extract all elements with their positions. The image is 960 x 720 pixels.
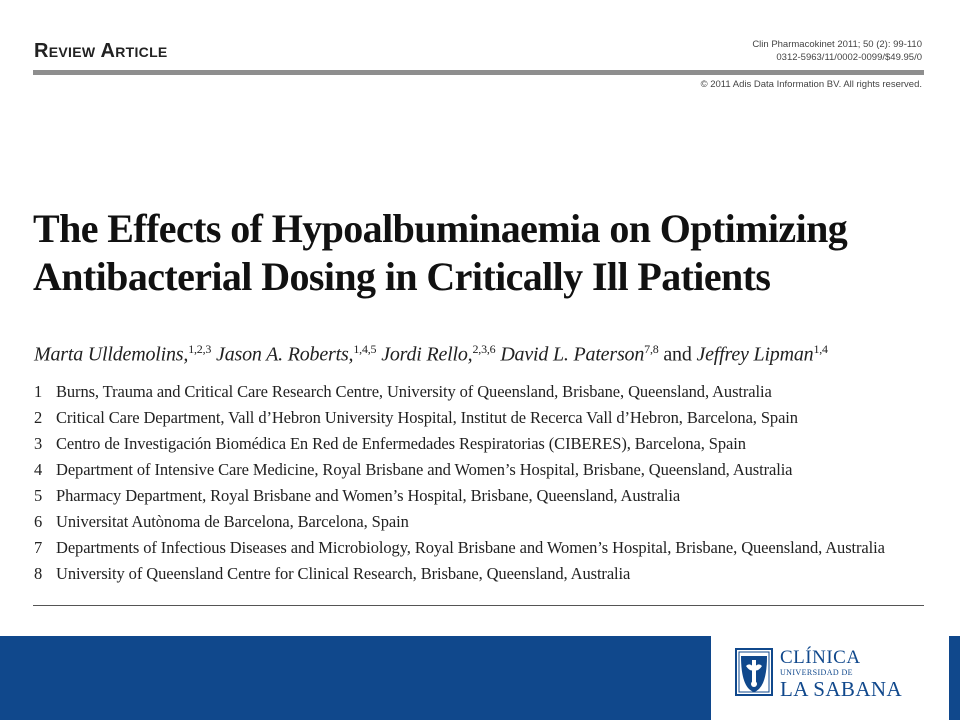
article-title (33, 205, 933, 301)
affiliation-item (34, 512, 924, 538)
clinic-logo (780, 648, 902, 700)
author-conjunction: and (663, 343, 692, 366)
affiliation-item (34, 486, 924, 512)
affiliation-item (34, 382, 924, 408)
copyright-notice: © 2011 Adis Data Information BV. All rights reserved. (700, 79, 922, 90)
title-line-2: Antibacterial Dosing in Critically Ill Patients (33, 254, 771, 299)
affiliation-number: 2 (34, 408, 43, 427)
affiliation-item (34, 460, 924, 486)
author-name: David L. Paterson (500, 343, 645, 366)
author-affiliation-marker: 7,8 (644, 342, 659, 356)
logo-line-3: LA SABANA (780, 677, 903, 701)
author-affiliation-marker: 1,4 (813, 342, 828, 356)
author-name: Jeffrey Lipman (696, 343, 814, 366)
citation-line-1: Clin Pharmacokinet 2011; 50 (2): 99-110 (752, 39, 922, 50)
author-name: Marta Ulldemolins, (34, 343, 189, 366)
author-affiliation-marker: 2,3,6 (472, 342, 496, 356)
section-label: Review Article (34, 40, 168, 62)
affiliation-number: 8 (34, 564, 43, 583)
affiliation-number: 5 (34, 486, 43, 505)
journal-citation (752, 38, 922, 64)
affiliation-text: Pharmacy Department, Royal Brisbane and Women’s Hospital, Brisbane, Queensland, Australia (56, 486, 681, 505)
affiliation-item (34, 434, 924, 460)
affiliation-number: 3 (34, 434, 43, 453)
affiliation-number: 6 (34, 512, 43, 531)
affiliation-text: Departments of Infectious Diseases and Microbiology, Royal Brisbane and Women’s Hospital, Brisbane, Queensland, Australia (56, 538, 885, 557)
header-rule (33, 70, 924, 75)
affiliation-item (34, 564, 924, 590)
affiliation-item (34, 408, 924, 434)
affiliation-number: 4 (34, 460, 43, 479)
affiliation-text: University of Queensland Centre for Clinical Research, Brisbane, Queensland, Australia (56, 564, 631, 583)
hospital-crest-icon (735, 648, 773, 696)
author-list (34, 342, 828, 367)
citation-line-2: 0312-5963/11/0002-0099/$49.95/0 (776, 52, 922, 63)
affiliation-text: Burns, Trauma and Critical Care Research Centre, University of Queensland, Brisbane, Queensland, Australia (56, 382, 772, 401)
affiliation-text: Universitat Autònoma de Barcelona, Barcelona, Spain (56, 512, 409, 531)
affiliation-list (34, 382, 924, 590)
author-name: Jason A. Roberts, (216, 343, 354, 366)
affiliation-text: Department of Intensive Care Medicine, Royal Brisbane and Women’s Hospital, Brisbane, Queensland, Australia (56, 460, 793, 479)
affiliation-number: 7 (34, 538, 43, 557)
logo-line-1: CLÍNICA (780, 647, 861, 668)
logo-line-2: UNIVERSIDAD DE (780, 668, 853, 677)
affiliation-item (34, 538, 924, 564)
title-line-1: The Effects of Hypoalbuminaemia on Optimizing (33, 206, 848, 251)
affiliation-text: Critical Care Department, Vall d’Hebron University Hospital, Institut de Recerca Vall d’Hebron, Barcelona, Spain (56, 408, 798, 427)
author-affiliation-marker: 1,4,5 (353, 342, 377, 356)
affiliation-text: Centro de Investigación Biomédica En Red de Enfermedades Respiratorias (CIBERES), Barcelona, Spain (56, 434, 746, 453)
author-affiliation-marker: 1,2,3 (188, 342, 212, 356)
affiliation-number: 1 (34, 382, 43, 401)
author-name: Jordi Rello, (381, 343, 473, 366)
affiliation-divider (33, 605, 924, 606)
